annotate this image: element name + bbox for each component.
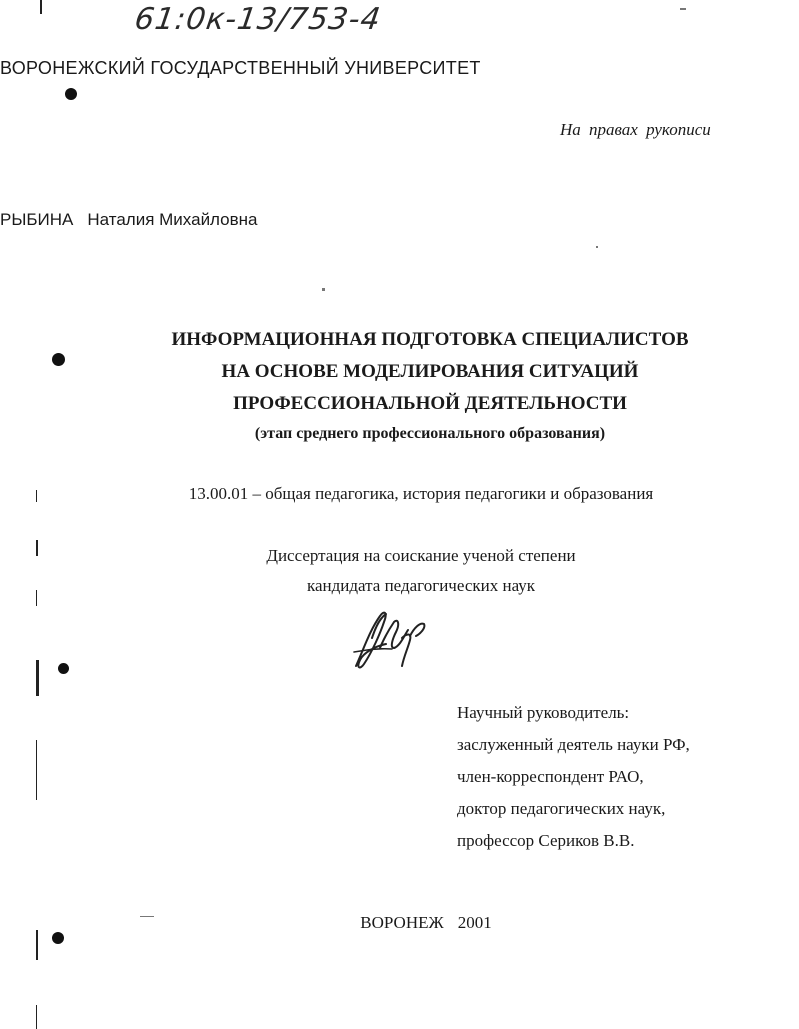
binder-hole-mark <box>58 663 69 674</box>
scan-edge-mark <box>36 660 39 696</box>
scan-edge-mark <box>40 0 42 14</box>
supervisor-title-1: заслуженный деятель науки РФ, <box>457 735 690 754</box>
dissertation-title-line-1: ИНФОРМАЦИОННАЯ ПОДГОТОВКА СПЕЦИАЛИСТОВ <box>171 329 689 350</box>
binder-hole-mark <box>52 932 64 944</box>
scan-edge-mark <box>36 1005 37 1029</box>
degree-line-2: кандидата педагогических наук <box>306 576 536 595</box>
author-given-names: Наталия Михайловна <box>87 210 258 229</box>
author-name <box>0 210 799 230</box>
scan-speck <box>680 8 686 10</box>
scan-speck <box>596 246 598 248</box>
supervisor-title-3: доктор педагогических наук, <box>457 799 666 818</box>
scan-edge-mark <box>36 740 37 800</box>
specialty-code: 13.00.01 – общая педагогика, история педагогики и образования <box>188 484 654 503</box>
supervisor-title-2: член-корреспондент РАО, <box>457 767 644 786</box>
city-year <box>0 913 799 933</box>
degree-line-1: Диссертация на соискание ученой степени <box>266 546 576 565</box>
dissertation-subtitle: (этап среднего профессионального образования) <box>254 425 606 442</box>
dissertation-title-line-3: ПРОФЕССИОНАЛЬНОЙ ДЕЯТЕЛЬНОСТИ <box>233 393 627 414</box>
year: 2001 <box>457 913 492 932</box>
university-name: ВОРОНЕЖСКИЙ ГОСУДАРСТВЕННЫЙ УНИВЕРСИТЕТ <box>0 58 481 78</box>
city-name: ВОРОНЕЖ <box>360 913 444 932</box>
supervisor-label: Научный руководитель: <box>457 703 630 722</box>
supervisor-name: профессор Сериков В.В. <box>457 831 635 850</box>
handwritten-archive-code: 61:0к-13/753-4 <box>132 2 384 37</box>
scan-edge-mark <box>36 930 38 960</box>
scan-speck <box>322 288 325 291</box>
handwritten-signature <box>350 608 430 672</box>
dissertation-title-line-2: НА ОСНОВЕ МОДЕЛИРОВАНИЯ СИТУАЦИЙ <box>221 361 639 382</box>
binder-hole-mark <box>65 88 77 100</box>
author-surname: РЫБИНА <box>0 210 74 229</box>
supervisor-block <box>457 697 690 857</box>
manuscript-rights-note: На правах рукописи <box>560 120 711 139</box>
